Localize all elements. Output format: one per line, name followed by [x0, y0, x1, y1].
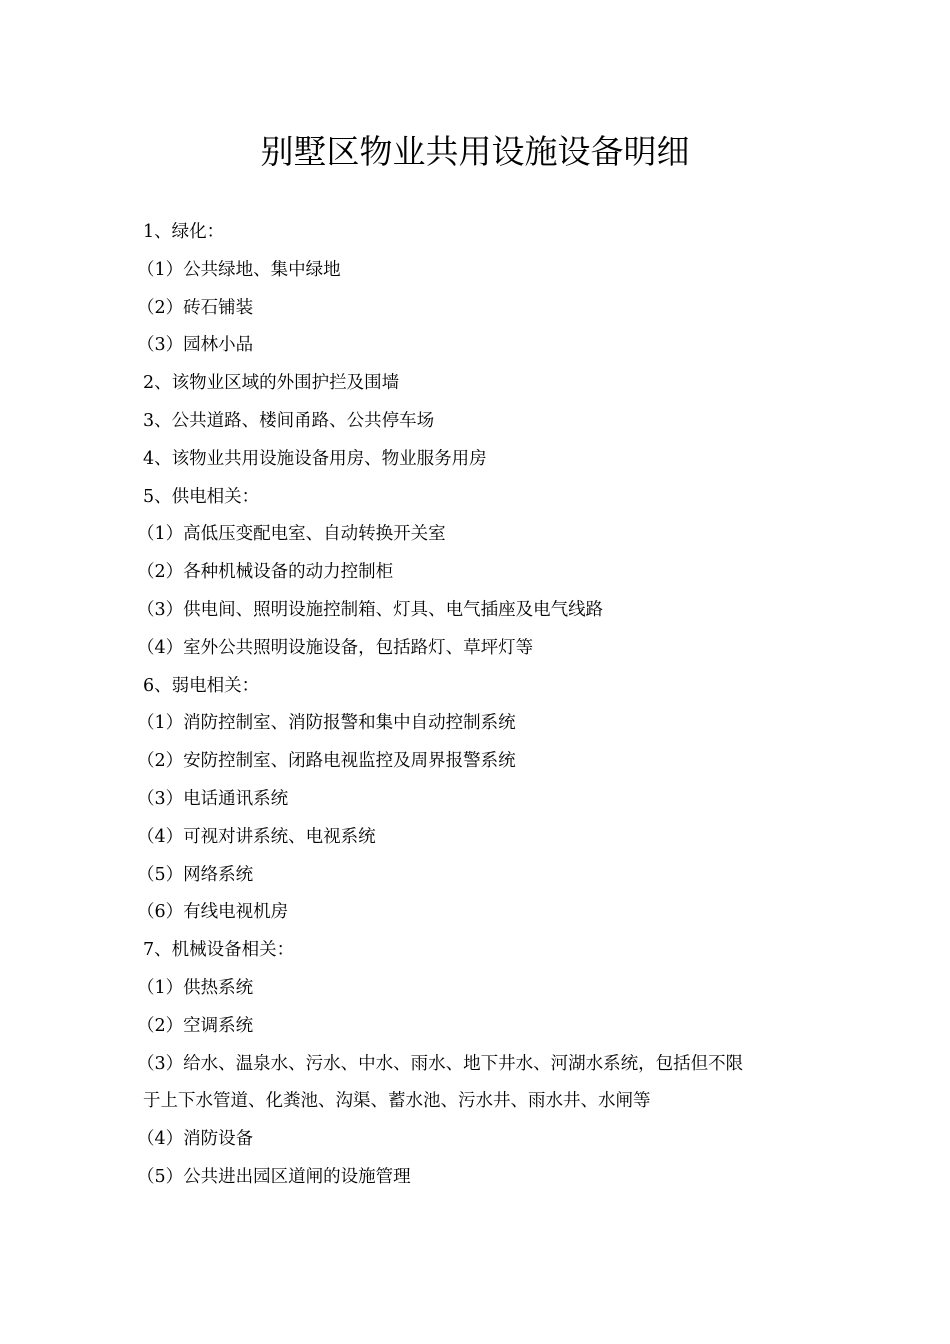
- list-item: （2）各种机械设备的动力控制柜: [137, 562, 394, 583]
- section-heading: 4、该物业共用设施设备用房、物业服务用房: [143, 448, 487, 469]
- document-title: 别墅区物业共用设施设备明细: [260, 132, 690, 171]
- list-item: （5）公共进出园区道闸的设施管理: [137, 1166, 411, 1187]
- list-item: （3）给水、温泉水、污水、中水、雨水、地下井水、河湖水系统，包括但不限: [137, 1053, 744, 1074]
- section-heading: 1、绿化：: [143, 222, 225, 242]
- section-heading: 6、弱电相关：: [143, 675, 260, 696]
- list-item: （3）供电间、照明设施控制箱、灯具、电气插座及电气线路: [137, 599, 604, 620]
- list-item: （5）网络系统: [137, 864, 254, 885]
- list-item: （2）砖石铺装: [137, 297, 254, 318]
- list-item: （3）电话通讯系统: [137, 788, 289, 809]
- list-item: （1）公共绿地、集中绿地: [137, 259, 341, 280]
- document-body: [137, 214, 813, 1197]
- list-item: （4）消防设备: [137, 1129, 254, 1150]
- list-item: （3）园林小品: [137, 335, 254, 356]
- list-item: （1）消防控制室、消防报警和集中自动控制系统: [137, 713, 516, 734]
- section-heading: 3、公共道路、楼间甬路、公共停车场: [143, 410, 435, 431]
- list-item-continuation: 于上下水管道、化粪池、沟渠、蓄水池、污水井、雨水井、水闸等: [143, 1091, 651, 1112]
- section-heading: 2、该物业区域的外围护拦及围墙: [143, 373, 400, 394]
- list-item: （4）可视对讲系统、电视系统: [137, 826, 376, 847]
- list-item: （6）有线电视机房: [137, 902, 289, 923]
- list-item: （4）室外公共照明设施设备，包括路灯、草坪灯等: [137, 637, 534, 658]
- list-item: （2）空调系统: [137, 1015, 254, 1036]
- list-item: （1）供热系统: [137, 977, 254, 998]
- list-item: （1）高低压变配电室、自动转换开关室: [137, 524, 446, 545]
- section-heading: 5、供电相关：: [143, 486, 260, 507]
- section-heading: 7、机械设备相关：: [143, 940, 295, 961]
- list-item: （2）安防控制室、闭路电视监控及周界报警系统: [137, 751, 516, 772]
